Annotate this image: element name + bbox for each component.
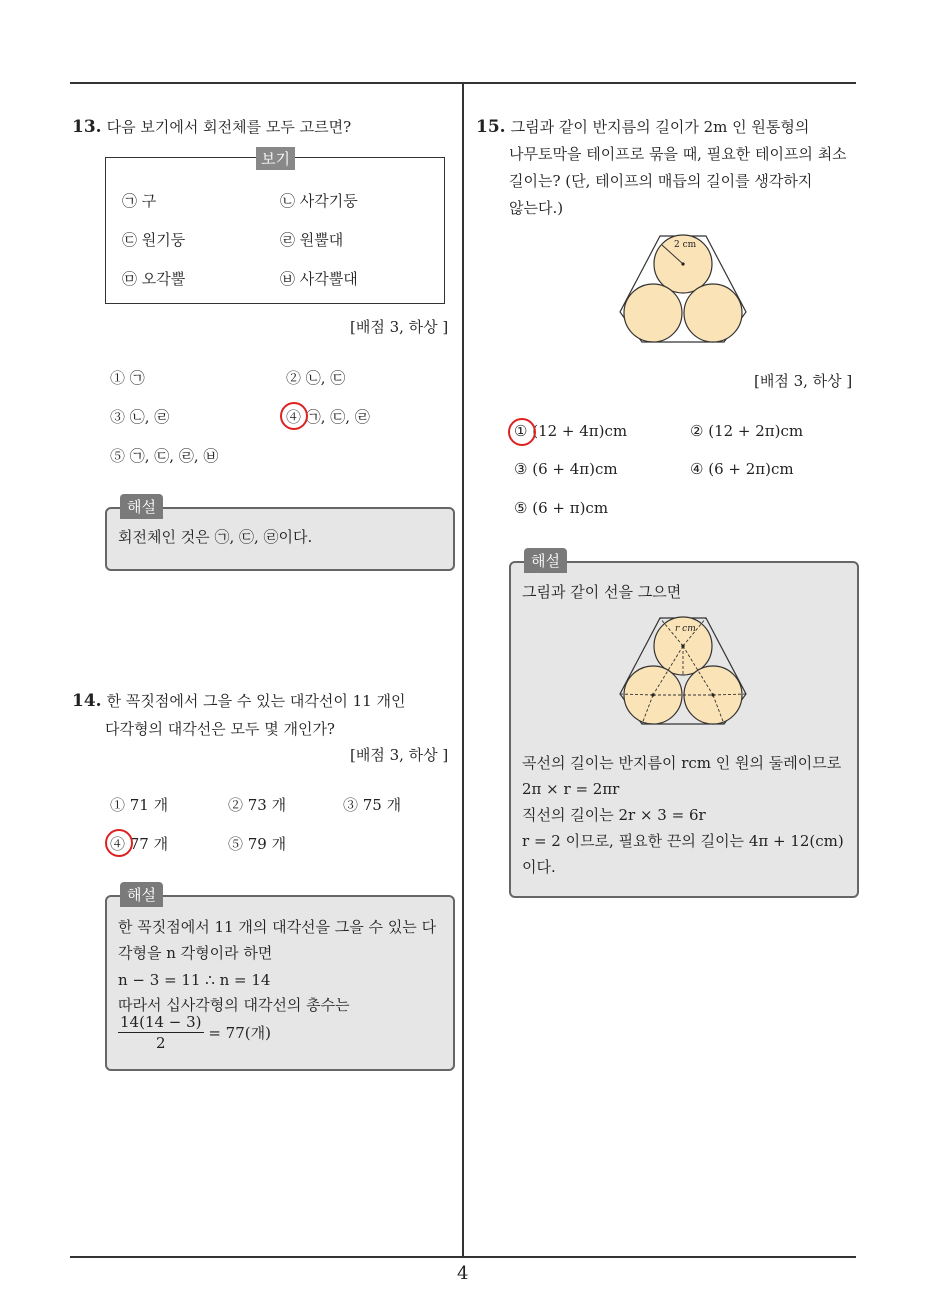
bogi-item: ㉡ 사각기둥 [280, 192, 358, 210]
question-number: 15. [476, 117, 506, 137]
solution-label: 해설 [524, 548, 567, 573]
question-text: 않는다.) [509, 199, 564, 217]
solution-text: 회전체인 것은 ㉠, ㉢, ㉣이다. [118, 528, 313, 546]
question-15 [476, 114, 809, 141]
solution-text: 따라서 십사각형의 대각선의 총수는 [118, 996, 350, 1014]
answer-option[interactable]: ① (12 + 4π)cm [514, 422, 628, 440]
solution-figure [618, 606, 748, 728]
question-text: 그림과 같이 반지름의 길이가 2m 인 원통형의 [510, 118, 810, 136]
answer-option[interactable]: ⑤ 79 개 [228, 835, 287, 853]
bogi-item: ㉤ 오각뿔 [122, 270, 186, 288]
answer-option[interactable]: ④ (6 + 2π)cm [690, 460, 794, 478]
bottom-rule [70, 1256, 856, 1258]
question-14 [72, 688, 405, 715]
solution-text: 각형을 n 각형이라 하면 [118, 944, 273, 962]
answer-option[interactable]: ① ㉠ [110, 369, 145, 387]
solution-label: 해설 [120, 494, 163, 519]
answer-mark [105, 829, 133, 857]
answer-option[interactable]: ③ (6 + 4π)cm [514, 460, 618, 478]
score-label: [배점 3, 하상 ] [350, 746, 449, 764]
answer-option[interactable]: ⑤ (6 + π)cm [514, 499, 609, 517]
answer-mark [280, 402, 308, 430]
bogi-item: ㉠ 구 [122, 192, 157, 210]
answer-mark [508, 418, 536, 446]
solution-fraction [118, 1012, 271, 1053]
question-text: 한 꼭짓점에서 그을 수 있는 대각선이 11 개인 [106, 692, 406, 710]
question-figure [618, 224, 748, 346]
fraction-result: = 77(개) [208, 1024, 271, 1042]
solution-text: 이다. [522, 858, 556, 876]
answer-option[interactable]: ④ ㉠, ㉢, ㉣ [286, 408, 370, 426]
solution-text: 곡선의 길이는 반지름이 rcm 인 원의 둘레이므로 [522, 754, 842, 772]
solution-equation: n − 3 = 11 ∴ n = 14 [118, 971, 271, 989]
bogi-item: ㉢ 원기둥 [122, 231, 186, 249]
page-number: 4 [457, 1263, 469, 1284]
answer-option[interactable]: ② 73 개 [228, 796, 287, 814]
figure-radius-label: 2 cm [674, 240, 697, 250]
column-divider [462, 82, 464, 1258]
answer-option[interactable]: ③ ㉡, ㉣ [110, 408, 170, 426]
question-text: 다음 보기에서 회전체를 모두 고르면? [106, 118, 352, 136]
solution-text: r = 2 이므로, 필요한 끈의 길이는 4π + 12(cm) [522, 832, 844, 850]
answer-option[interactable]: ③ 75 개 [343, 796, 402, 814]
solution-text: 그림과 같이 선을 그으면 [522, 583, 682, 601]
answer-option[interactable]: ⑤ ㉠, ㉢, ㉣, ㉥ [110, 447, 219, 465]
score-label: [배점 3, 하상 ] [350, 318, 449, 336]
solution-text: 한 꼭짓점에서 11 개의 대각선을 그을 수 있는 다 [118, 918, 437, 936]
question-text: 나무토막을 테이프로 묶을 때, 필요한 테이프의 최소 [509, 145, 847, 163]
solution-equation: 2π × r = 2πr [522, 780, 620, 798]
bogi-item: ㉥ 사각뿔대 [280, 270, 358, 288]
question-13 [72, 114, 351, 141]
question-number: 13. [72, 117, 102, 137]
solution-label: 해설 [120, 882, 163, 907]
fraction-numerator: 14(14 − 3) [120, 1013, 202, 1031]
answer-option[interactable]: ① 71 개 [110, 796, 169, 814]
solution-text: 직선의 길이는 2r × 3 = 6r [522, 806, 706, 824]
question-number: 14. [72, 691, 102, 711]
question-text: 길이는? (단, 테이프의 매듭의 길이를 생각하지 [509, 172, 813, 190]
answer-option[interactable]: ② (12 + 2π)cm [690, 422, 804, 440]
bogi-item: ㉣ 원뿔대 [280, 231, 344, 249]
score-label: [배점 3, 하상 ] [754, 372, 853, 390]
figure-radius-label: r cm [675, 624, 696, 634]
fraction-denominator: 2 [155, 1034, 166, 1052]
question-text: 다각형의 대각선은 모두 몇 개인가? [105, 720, 335, 738]
bogi-label: 보기 [256, 147, 295, 170]
answer-option[interactable]: ④ 77 개 [110, 835, 169, 853]
answer-option[interactable]: ② ㉡, ㉢ [286, 369, 346, 387]
